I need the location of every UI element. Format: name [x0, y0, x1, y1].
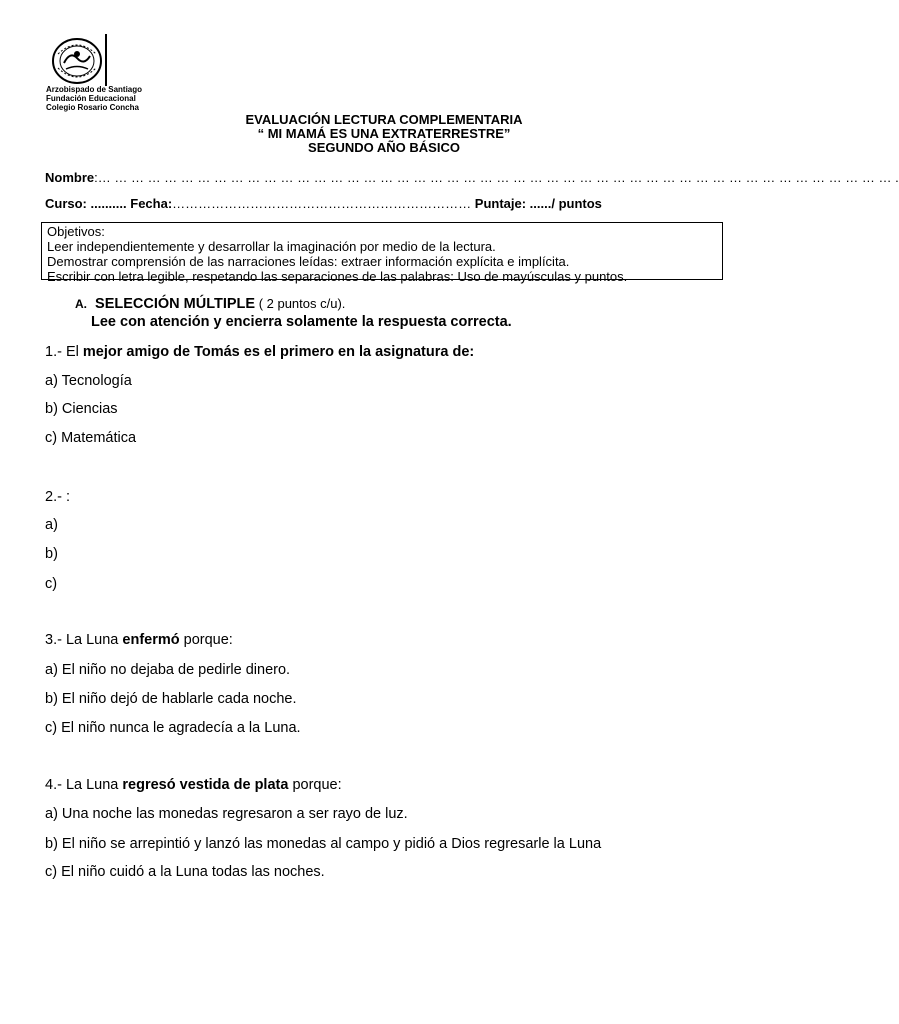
nombre-field[interactable] [45, 170, 899, 185]
question-3-prefix: 3.- La Luna [45, 632, 123, 648]
institution-line-1: Arzobispado de Santiago [46, 85, 143, 94]
question-1-bold: mejor amigo de Tomás es el primero en la asignatura de: [82, 344, 475, 360]
question-2-option-c[interactable]: c) [45, 576, 58, 592]
question-2-option-b[interactable]: b) [45, 546, 58, 562]
question-3-bold: enfermó [122, 632, 180, 648]
title-line-1: EVALUACIÓN LECTURA COMPLEMENTARIA [245, 112, 523, 127]
logo-divider [105, 34, 107, 86]
title-line-2: “ MI MAMÁ ES UNA EXTRATERRESTRE” [257, 126, 511, 141]
question-1-option-b[interactable]: b) Ciencias [45, 401, 118, 417]
puntaje-label: Puntaje: ....../ puntos [474, 196, 602, 211]
question-1-prefix: 1.- El [45, 344, 83, 360]
question-2-prefix: 2.- : [45, 489, 70, 505]
objective-item: Leer independientemente y desarrollar la imaginación por medio de la lectura. [47, 239, 496, 254]
objective-item: Demostrar comprensión de las narraciones leídas: extraer información explícita e implícita. [47, 254, 570, 269]
nombre-dots: :… … … … … … … … … … … … … … … … … … … … … … … … … … … … … … … … … … … … … … … … … … … … … … … … . [94, 170, 899, 185]
question-4-prefix: 4.- La Luna [45, 777, 123, 793]
curso-fecha-puntaje-row[interactable] [45, 196, 602, 211]
question-3-option-b[interactable]: b) El niño dejó de hablarle cada noche. [45, 691, 297, 707]
institution-line-2: Fundación Educacional [46, 94, 136, 103]
objective-item: Escribir con letra legible, respetando las separaciones de las palabras: Uso de mayúsculas y puntos. [47, 269, 628, 284]
fecha-label: Fecha: [130, 196, 173, 211]
section-points: ( 2 puntos c/u). [255, 296, 346, 311]
objectives-box [41, 222, 723, 284]
instruction-text: Lee con atención y encierra solamente la respuesta correcta. [91, 314, 512, 330]
question-3-suffix: porque: [179, 632, 233, 648]
title-line-3: SEGUNDO AÑO BÁSICO [308, 140, 460, 155]
question-4 [45, 777, 342, 793]
objectives-heading: Objetivos: [47, 224, 105, 239]
section-title: SELECCIÓN MÚLTIPLE [95, 296, 256, 312]
question-3-option-a[interactable]: a) El niño no dejaba de pedirle dinero. [45, 662, 291, 678]
school-seal-logo [50, 36, 110, 86]
nombre-label: Nombre [45, 170, 95, 185]
question-4-suffix: porque: [288, 777, 342, 793]
question-4-option-a[interactable]: a) Una noche las monedas regresaron a ser rayo de luz. [45, 806, 408, 822]
institution-line-3: Colegio Rosario Concha [46, 103, 139, 112]
question-1 [45, 344, 474, 360]
section-letter: A. [75, 297, 87, 311]
section-heading [75, 296, 345, 312]
section-instruction [91, 314, 512, 330]
question-1-option-a[interactable]: a) Tecnología [45, 373, 132, 389]
question-4-option-b[interactable]: b) El niño se arrepintió y lanzó las monedas al campo y pidió a Dios regresarle la Luna [45, 836, 602, 852]
curso-label: Curso: .......... [45, 196, 127, 211]
question-2-option-a[interactable]: a) [45, 517, 58, 533]
question-3-option-c[interactable]: c) El niño nunca le agradecía a la Luna. [45, 720, 301, 736]
question-4-bold: regresó vestida de plata [122, 777, 289, 793]
question-1-option-c[interactable]: c) Matemática [45, 430, 137, 446]
question-3 [45, 632, 233, 648]
question-2 [45, 489, 70, 505]
question-4-option-c[interactable]: c) El niño cuidó a la Luna todas las noches. [45, 864, 325, 880]
fecha-dots: …………………………………………………………… [172, 196, 472, 211]
